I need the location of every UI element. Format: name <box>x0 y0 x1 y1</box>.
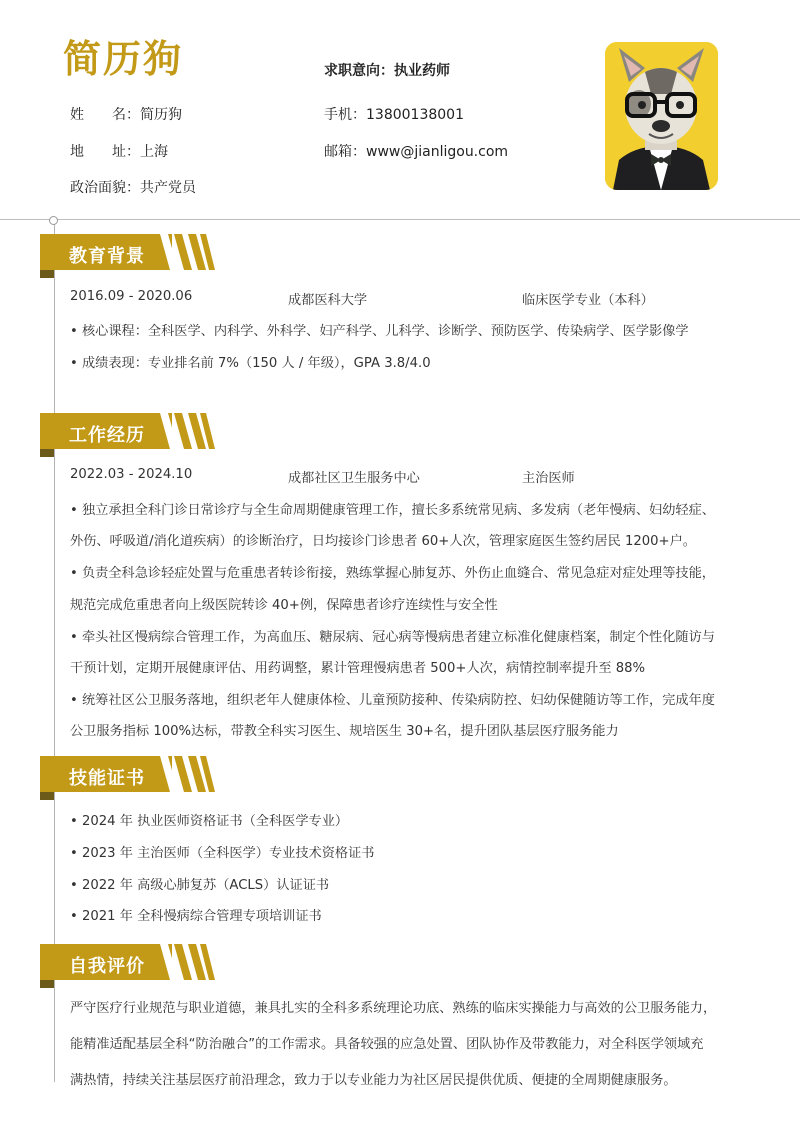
field-email-value: www@jianligou.com <box>366 144 509 160</box>
section-header-work <box>40 413 215 457</box>
work-line: 外伤、呼吸道/消化道疾病）的诊断治疗，日均接诊门诊患者 60+人次，管理家庭医生签约居民 1200+户。 <box>70 534 696 549</box>
section-title: 自我评价 <box>69 956 145 977</box>
section-title: 技能证书 <box>69 768 145 789</box>
section-title: 教育背景 <box>69 246 145 267</box>
field-phone <box>324 104 464 124</box>
education-bullet: • 成绩表现：专业排名前 7%（150 人 / 年级），GPA 3.8/4.0 <box>70 356 431 371</box>
skill-item: • 2021 年 全科慢病综合管理专项培训证书 <box>70 909 322 924</box>
profile-photo <box>605 42 718 190</box>
education-date: 2016.09 - 2020.06 <box>70 289 193 304</box>
header-divider <box>0 219 800 220</box>
self-line: 能精准适配基层全科“防治融合”的工作需求。具备较强的应急处置、团队协作及带教能力，对全科医学领域充 <box>70 1037 704 1052</box>
education-major: 临床医学专业（本科） <box>522 293 654 308</box>
work-line: • 牵头社区慢病综合管理工作，为高血压、糖尿病、冠心病等慢病患者建立标准化健康档案，制定个性化随访与 <box>70 630 715 645</box>
work-line: • 负责全科急诊轻症处置与危重患者转诊衔接，熟练掌握心肺复苏、外伤止血缝合、常见急症对症处理等技能， <box>70 566 715 581</box>
skill-item: • 2022 年 高级心肺复苏（ACLS）认证证书 <box>70 878 330 893</box>
field-politics <box>70 177 196 197</box>
education-school: 成都医科大学 <box>288 293 368 308</box>
field-address-label: 地 址： <box>70 144 140 160</box>
resume-name: 简历狗 <box>63 37 184 81</box>
self-line: 满热情，持续关注基层医疗前沿理念，致力于以专业能力为社区居民提供优质、便捷的全周期健康服务。 <box>70 1073 677 1088</box>
work-line: • 独立承担全科门诊日常诊疗与全生命周期健康管理工作，擅长多系统常见病、多发病（老年慢病、妇幼轻症、 <box>70 503 715 518</box>
field-politics-value: 共产党员 <box>140 180 196 196</box>
field-name <box>70 104 182 124</box>
field-phone-value: 13800138001 <box>366 107 464 123</box>
field-name-value: 简历狗 <box>140 107 182 123</box>
field-email <box>324 141 508 161</box>
section-header-skills <box>40 756 215 800</box>
field-address-value: 上海 <box>140 144 168 160</box>
work-line: 公卫服务指标 100%达标，带教全科实习医生、规培医生 30+名，提升团队基层医疗服务能力 <box>70 724 619 739</box>
field-email-label: 邮箱： <box>324 144 366 160</box>
dog-avatar-icon <box>605 42 718 190</box>
field-address <box>70 141 168 161</box>
work-line: 规范完成危重患者向上级医院转诊 40+例，保障患者诊疗连续性与安全性 <box>70 598 498 613</box>
education-bullet: • 核心课程：全科医学、内科学、外科学、妇产科学、儿科学、诊断学、预防医学、传染病学、医学影像学 <box>70 324 689 339</box>
section-title: 工作经历 <box>69 425 145 446</box>
self-line: 严守医疗行业规范与职业道德，兼具扎实的全科多系统理论功底、熟练的临床实操能力与高效的公卫服务能力， <box>70 1001 717 1016</box>
skill-item: • 2024 年 执业医师资格证书（全科医学专业） <box>70 814 349 829</box>
work-line: • 统筹社区公卫服务落地，组织老年人健康体检、儿童预防接种、传染病防控、妇幼保健随访等工作，完成年度 <box>70 693 715 708</box>
field-phone-label: 手机： <box>324 107 366 123</box>
field-name-label: 姓 名： <box>70 107 140 123</box>
work-org: 成都社区卫生服务中心 <box>288 471 420 486</box>
field-politics-label: 政治面貌： <box>70 180 140 196</box>
section-header-self <box>40 944 215 988</box>
work-line: 干预计划，定期开展健康评估、用药调整，累计管理慢病患者 500+人次，病情控制率提升至 88% <box>70 661 646 676</box>
section-header-education <box>40 234 215 278</box>
job-intent: 求职意向：执业药师 <box>324 63 450 79</box>
timeline-dot <box>49 216 58 225</box>
work-date: 2022.03 - 2024.10 <box>70 467 193 482</box>
work-role: 主治医师 <box>522 471 575 486</box>
skill-item: • 2023 年 主治医师（全科医学）专业技术资格证书 <box>70 846 375 861</box>
